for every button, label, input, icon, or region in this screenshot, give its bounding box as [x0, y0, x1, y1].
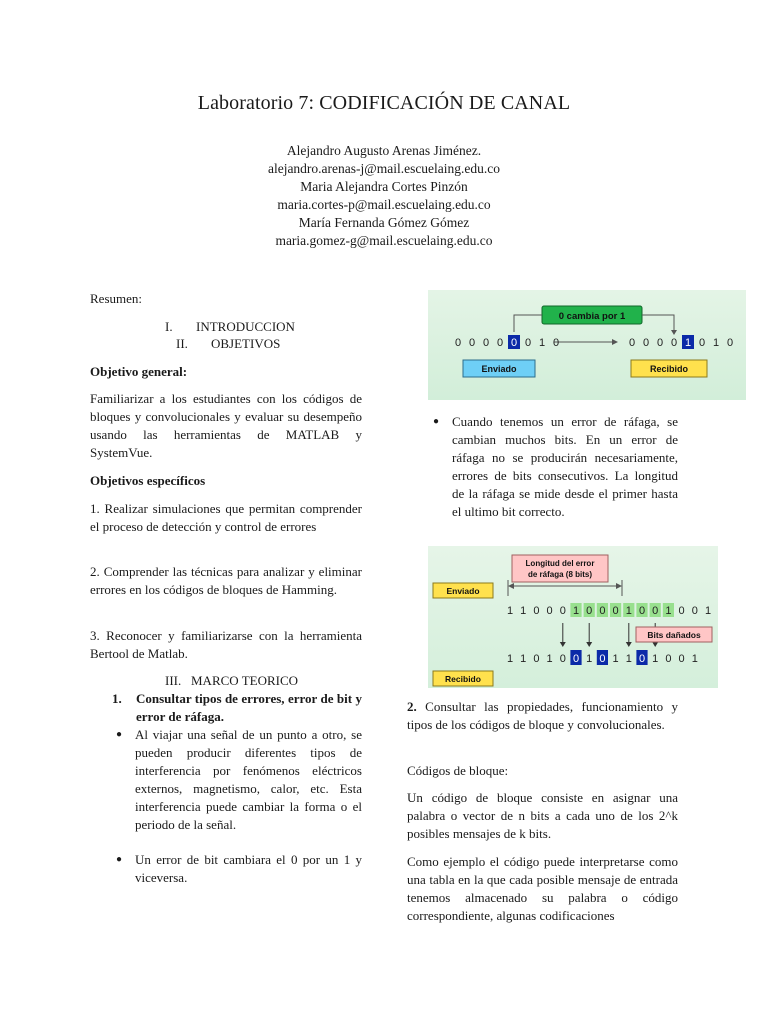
- bit-digit: 0: [691, 605, 698, 617]
- bit-digit: 0: [572, 653, 580, 665]
- received-label: Recibido: [445, 674, 481, 684]
- bit-digit: 1: [652, 653, 659, 665]
- bit-error-figure: [428, 290, 746, 400]
- bullet-text: Al viajar una señal de un punto a otro, se pueden producir diferentes tipos de interferencia por fenómenos eléctricos externos, magnetismo, calor, etc. Esta interferencia puede cambiar la forma o el periodo de la señal.: [135, 727, 362, 832]
- bit-digit: 1: [520, 605, 527, 617]
- section-number: III.: [165, 673, 182, 688]
- bit-digit: 1: [704, 605, 712, 617]
- damaged-label: Bits dañados: [647, 630, 701, 640]
- bullet-icon: ●: [116, 729, 123, 740]
- author-name: Maria Alejandra Cortes Pinzón: [300, 179, 468, 194]
- bit-digit: 1: [506, 653, 514, 665]
- author-name: María Fernanda Gómez Gómez: [298, 215, 470, 230]
- bit-digit: 0: [652, 605, 659, 617]
- bit-digit: 1: [665, 605, 672, 617]
- bit-digit: 0: [552, 337, 560, 349]
- question-text: Consultar las propiedades, funcionamiento y tipos de los códigos de bloque y convolucionales.: [407, 699, 678, 732]
- bit-digit: 1: [684, 337, 692, 349]
- section-number: I.: [165, 319, 173, 334]
- author-email: alejandro.arenas-j@mail.escuelaing.edu.co: [267, 161, 501, 176]
- bit-digit: 0: [726, 337, 734, 349]
- bit-digit: 1: [612, 653, 619, 665]
- bit-digit: 0: [638, 605, 646, 617]
- bit-digit: 1: [625, 605, 632, 617]
- objetivo-general-heading: Objetivo general:: [90, 364, 188, 379]
- codigos-bloque-para-1: Un código de bloque consiste en asignar una palabra o vector de n bits a cada uno de los 2^k posibles mensajes de k bits.: [407, 790, 678, 841]
- resumen-label: Resumen:: [90, 291, 142, 306]
- objetivo-especifico-1: 1. Realizar simulaciones que permitan comprender el proceso de detección y control de errores: [90, 501, 362, 534]
- section-title: INTRODUCCION: [196, 319, 295, 334]
- section-title: MARCO TEORICO: [191, 673, 299, 688]
- bit-digit: 0: [510, 337, 518, 349]
- codigos-bloque-para-2: Como ejemplo el código puede interpretarse como una tabla en la que cada posible mensaje de entrada tenemos almacenado su palabra o código correspondiente, algunas codificaciones: [407, 854, 678, 923]
- bit-digit: 1: [572, 605, 580, 617]
- bit-digit: 0: [468, 337, 476, 349]
- objetivo-especifico-2: 2. Comprender las técnicas para analizar y eliminar errores en los códigos de bloques de Hamming.: [90, 564, 362, 597]
- received-bits: [507, 650, 698, 665]
- bit-digit: 0: [533, 653, 540, 665]
- bit-digit: 0: [454, 337, 462, 349]
- bit-digit: 0: [496, 337, 504, 349]
- received-label: Recibido: [649, 364, 689, 374]
- bullet-icon: ●: [433, 416, 440, 427]
- bit-digit: 1: [546, 653, 553, 665]
- burst-error-figure: [428, 546, 718, 688]
- bit-digit: 0: [628, 337, 636, 349]
- question-number: 2.: [407, 699, 417, 714]
- question-number: 1.: [112, 691, 122, 706]
- bit-digit: 0: [599, 653, 606, 665]
- objetivos-especificos-heading: Objetivos específicos: [90, 473, 206, 488]
- burst-length-label: Longitud del error: [525, 559, 595, 568]
- bit-digit: 0: [482, 337, 490, 349]
- bit-digit: 0: [638, 653, 646, 665]
- section-title: OBJETIVOS: [211, 336, 281, 351]
- bit-digit: 0: [599, 605, 606, 617]
- bit-digit: 0: [612, 605, 619, 617]
- bit-digit: 1: [691, 653, 698, 665]
- bit-digit: 1: [520, 653, 527, 665]
- question-2: [407, 698, 678, 734]
- bit-digit: 0: [678, 653, 685, 665]
- bullet-icon: ●: [116, 854, 123, 865]
- bit-digit: 0: [586, 605, 593, 617]
- question-1: [90, 690, 362, 726]
- bit-digit: 1: [586, 653, 593, 665]
- author-email: maria.cortes-p@mail.escuelaing.edu.co: [277, 197, 491, 212]
- bit-digit: 0: [665, 653, 672, 665]
- section-number: II.: [176, 336, 188, 351]
- sent-label: Enviado: [446, 586, 480, 596]
- burst-length-label: de ráfaga (8 bits): [527, 570, 593, 579]
- bit-digit: 1: [625, 653, 632, 665]
- codigos-bloque-heading: Códigos de bloque:: [407, 763, 509, 778]
- bullet-text: Un error de bit cambiara el 0 por un 1 y viceversa.: [135, 852, 362, 885]
- bullet-item: [433, 413, 678, 521]
- author-email: maria.gomez-g@mail.escuelaing.edu.co: [275, 233, 493, 248]
- bit-digit: 0: [678, 605, 685, 617]
- bit-digit: 0: [524, 337, 532, 349]
- sent-label: Enviado: [481, 364, 517, 374]
- author-name: Alejandro Augusto Arenas Jiménez.: [286, 143, 482, 158]
- objetivo-especifico-3: 3. Reconocer y familiarizarse con la herramienta Bertool de Matlab.: [90, 628, 362, 661]
- bit-digit: 0: [559, 653, 566, 665]
- paper-title: Laboratorio 7: CODIFICACIÓN DE CANAL: [197, 92, 571, 114]
- bit-digit: 0: [656, 337, 664, 349]
- author-block: [0, 142, 768, 250]
- objetivo-general-text: Familiarizar a los estudiantes con los códigos de bloques y convolucionales y evaluar su desempeño usando las herramientas de MATLAB y SystemVue.: [90, 391, 362, 460]
- bit-digit: 1: [538, 337, 546, 349]
- question-text: Consultar tipos de errores, error de bit y error de ráfaga.: [136, 691, 362, 724]
- bit-digit: 0: [546, 605, 553, 617]
- bit-digit: 0: [642, 337, 650, 349]
- bit-digit: 0: [533, 605, 540, 617]
- bullet-item: [116, 851, 362, 887]
- bit-digit: 0: [559, 605, 566, 617]
- bullet-item: [116, 726, 362, 834]
- bit-digit: 1: [506, 605, 514, 617]
- bullet-text: Cuando tenemos un error de ráfaga, se cambian muchos bits. En un error de ráfaga no se producirán necesariamente, errores de bits consecutivos. La longitud de la ráfaga se mide desde el primer hasta el ultimo bit correcto.: [452, 414, 678, 519]
- bit-digit: 0: [670, 337, 678, 349]
- change-label: 0 cambia por 1: [558, 311, 626, 322]
- bit-digit: 1: [712, 337, 720, 349]
- bit-digit: 0: [698, 337, 706, 349]
